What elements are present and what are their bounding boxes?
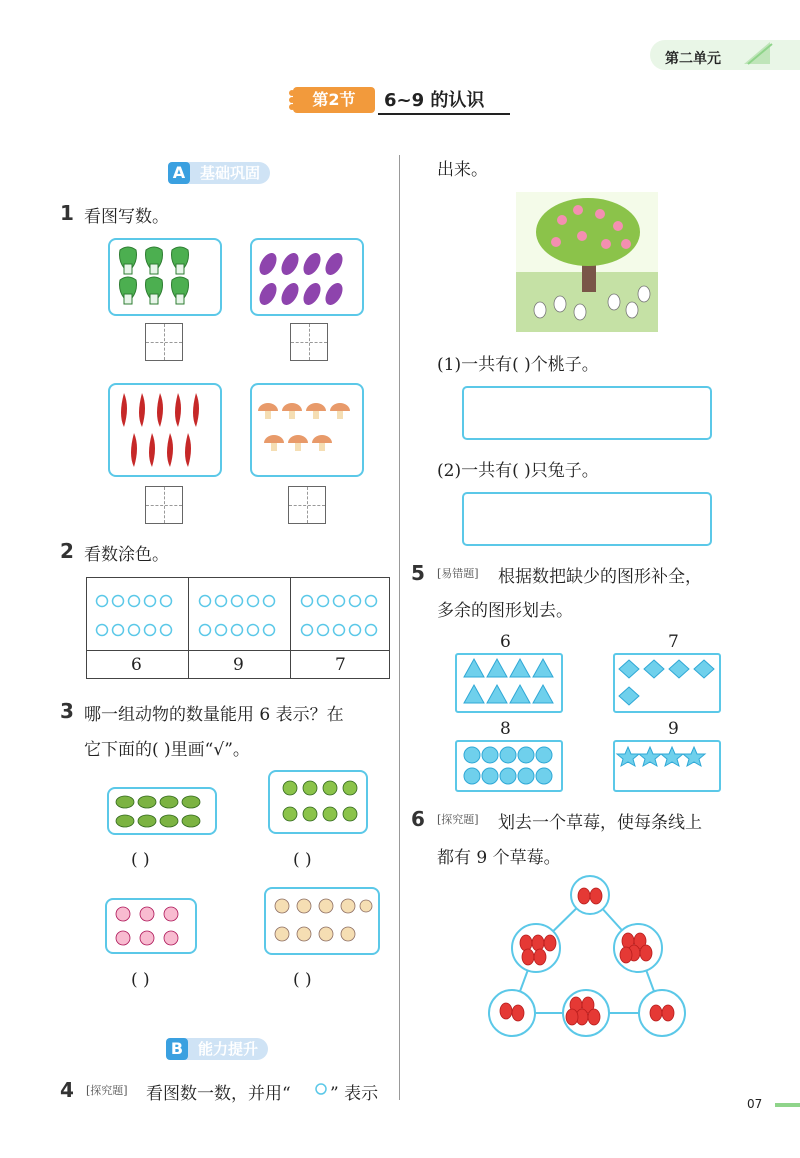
q6-line1: 划去一个草莓，使每条线上: [498, 813, 702, 833]
snail-icon: [107, 900, 195, 952]
number-6: 6: [131, 655, 142, 675]
coloring-table: [86, 577, 390, 679]
number-9: 9: [233, 655, 244, 675]
q5-line2: 多余的图形划去。: [437, 601, 573, 621]
mushroom-icon: [252, 385, 362, 475]
q5-label-9: 9: [668, 719, 679, 739]
cabbage-picture: [108, 238, 222, 316]
q3-answer-snail[interactable]: ( ): [131, 970, 150, 990]
chick-picture: [264, 887, 380, 955]
q1-text: 看图写数。: [84, 207, 169, 227]
q3-answer-turtle[interactable]: ( ): [131, 850, 150, 870]
part-a-letter: A: [168, 162, 190, 184]
q4-line1b: ” 表示: [330, 1084, 379, 1104]
q5-label-7: 7: [668, 632, 679, 652]
q5-label-6: 6: [500, 632, 511, 652]
pepper-picture: [108, 383, 222, 477]
answer-box-cabbage[interactable]: [145, 323, 183, 361]
q4-line1a: 看图数一数，并用“: [146, 1084, 291, 1104]
peach-tree-picture: [516, 192, 658, 332]
eggplant-icon: [252, 240, 362, 314]
q4-sub1: (1)一共有( )个桃子。: [437, 355, 599, 375]
q3-answer-chick[interactable]: ( ): [293, 970, 312, 990]
unit-decoration-icon: [742, 38, 776, 68]
chili-pepper-icon: [110, 385, 220, 475]
frog-icon: [270, 772, 366, 832]
section-underline: [378, 113, 510, 115]
peach-answer-box[interactable]: [462, 386, 712, 440]
diamond-box[interactable]: [613, 653, 721, 713]
q5-tag: [易错题]: [437, 567, 479, 580]
part-b-letter: B: [166, 1038, 188, 1060]
unit-label: 第二单元: [665, 51, 721, 67]
q2-text: 看数涂色。: [84, 545, 169, 565]
q5-label-8: 8: [500, 719, 511, 739]
page-bar: [775, 1103, 800, 1107]
peach-tree-icon: [516, 192, 658, 332]
section-title: 6~9 的认识: [384, 90, 485, 111]
chick-icon: [266, 889, 378, 953]
q4-number: 4: [60, 1078, 74, 1102]
circle-symbol-icon: [314, 1082, 328, 1096]
mushroom-picture: [250, 383, 364, 477]
filled-circle-icon: [457, 742, 561, 790]
q5-number: 5: [411, 561, 425, 585]
q3-line1: 哪一组动物的数量能用 6 表示？在: [84, 705, 344, 725]
q4-line2: 出来。: [437, 160, 488, 180]
part-a-title: 基础巩固: [200, 164, 261, 182]
column-divider: [399, 155, 400, 1100]
number-7: 7: [335, 655, 346, 675]
q3-answer-frog[interactable]: ( ): [293, 850, 312, 870]
circles-box[interactable]: [455, 740, 563, 792]
q1-number: 1: [60, 201, 74, 225]
triangle-box[interactable]: [455, 653, 563, 713]
star-box[interactable]: [613, 740, 721, 792]
answer-box-mushroom[interactable]: [288, 486, 326, 524]
q2-number: 2: [60, 539, 74, 563]
strawberry-triangle: [488, 873, 688, 1038]
cabbage-icon: [110, 240, 220, 314]
diamond-icon: [615, 655, 719, 711]
q5-line1: 根据数把缺少的图形补全，: [498, 567, 702, 587]
rabbit-answer-box[interactable]: [462, 492, 712, 546]
answer-box-eggplant[interactable]: [290, 323, 328, 361]
eggplant-picture: [250, 238, 364, 316]
answer-box-pepper[interactable]: [145, 486, 183, 524]
triangle-icon: [457, 655, 561, 711]
q3-line2: 它下面的( )里画“√”。: [84, 740, 250, 760]
q3-number: 3: [60, 699, 74, 723]
q6-line2: 都有 9 个草莓。: [437, 848, 561, 868]
star-icon: [615, 742, 719, 790]
frog-picture: [268, 770, 368, 834]
page-number: 07: [747, 1097, 763, 1111]
q6-tag: [探究题]: [437, 813, 479, 826]
q4-sub2: (2)一共有( )只兔子。: [437, 461, 599, 481]
section-badge: 第2节: [293, 87, 375, 113]
q6-number: 6: [411, 807, 425, 831]
part-b-title: 能力提升: [198, 1040, 259, 1058]
q4-tag: [探究题]: [86, 1084, 128, 1097]
circle-icon[interactable]: [87, 578, 389, 650]
turtle-picture: [107, 787, 217, 835]
snail-picture: [105, 898, 197, 954]
turtle-icon: [109, 789, 215, 833]
